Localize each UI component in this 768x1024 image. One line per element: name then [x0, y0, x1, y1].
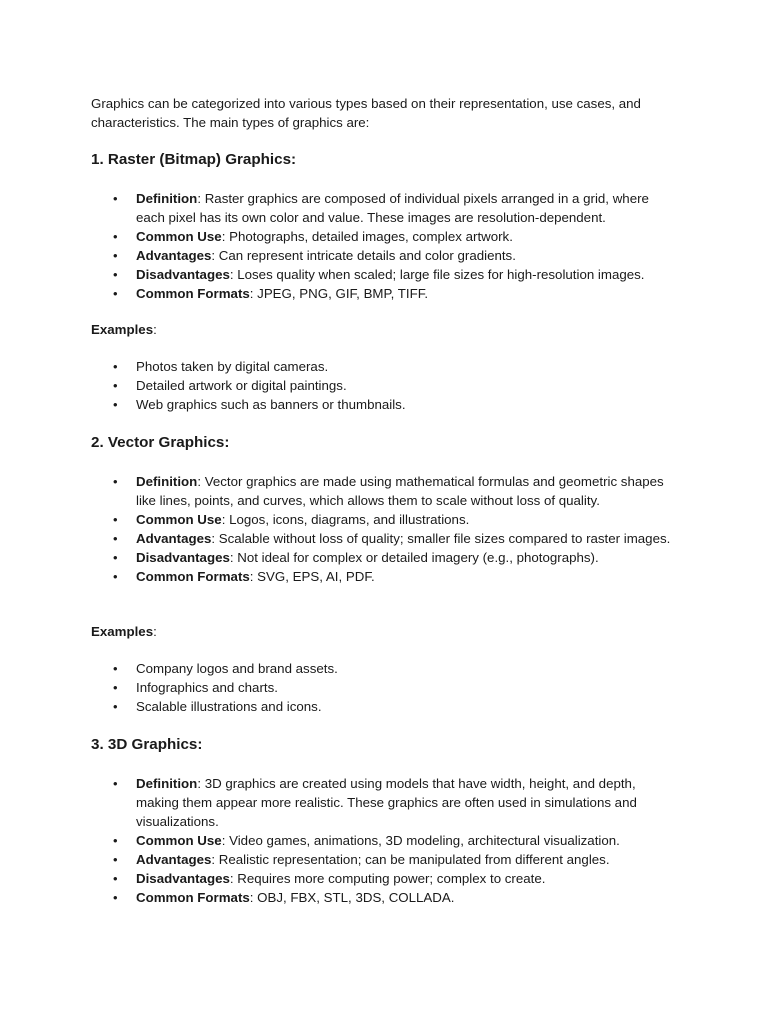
3d-properties-list [0, 774, 768, 907]
bullet-icon: • [113, 359, 118, 374]
bullet-icon: • [113, 531, 118, 546]
list-item [0, 472, 768, 510]
list-item [0, 678, 768, 697]
vector-properties-list [0, 472, 768, 586]
term-text: : Realistic representation; can be manipulated from different angles. [211, 852, 610, 867]
list-item [0, 510, 768, 529]
section-heading-3d: 3. 3D Graphics: [91, 736, 203, 753]
bullet-icon: • [113, 852, 118, 867]
list-item [0, 850, 768, 869]
list-item [0, 189, 768, 227]
term-label: Advantages [136, 248, 212, 263]
list-item [0, 376, 768, 395]
intro-paragraph: Graphics can be categorized into various types based on their representation, use cases, and characteristics. The main types of graphics are: [91, 96, 641, 130]
term-label: Disadvantages [136, 871, 230, 886]
bullet-icon: • [113, 512, 118, 527]
bullet-icon: • [113, 191, 118, 206]
example-text: Infographics and charts. [136, 680, 278, 695]
raster-examples-list [0, 357, 768, 414]
term-label: Disadvantages [136, 550, 230, 565]
bullet-icon: • [113, 286, 118, 301]
term-text: : Logos, icons, diagrams, and illustrations. [221, 512, 470, 527]
vector-examples-list [0, 659, 768, 716]
list-item [0, 357, 768, 376]
term-label: Common Formats [136, 286, 250, 301]
term-label: Definition [136, 776, 198, 791]
term-text: : Photographs, detailed images, complex artwork. [221, 229, 513, 244]
bullet-icon: • [113, 833, 118, 848]
list-item [0, 284, 768, 303]
term-text: : Raster graphics are composed of individual pixels arranged in a grid, where each pixel has its own color and value. These images are resolution-dependent. [136, 191, 649, 225]
examples-label-colon: : [153, 322, 157, 337]
list-item [0, 697, 768, 716]
term-label: Definition [136, 474, 198, 489]
term-text: : OBJ, FBX, STL, 3DS, COLLADA. [249, 890, 455, 905]
examples-label-colon: : [153, 624, 157, 639]
term-label: Disadvantages [136, 267, 230, 282]
bullet-icon: • [113, 569, 118, 584]
term-text: : Loses quality when scaled; large file sizes for high-resolution images. [229, 267, 645, 282]
list-item [0, 659, 768, 678]
example-text: Scalable illustrations and icons. [136, 699, 322, 714]
examples-label [91, 622, 157, 641]
examples-label-text: Examples [91, 624, 154, 639]
term-text: : Video games, animations, 3D modeling, architectural visualization. [221, 833, 620, 848]
term-text: : Scalable without loss of quality; smaller file sizes compared to raster images. [211, 531, 671, 546]
list-item [0, 227, 768, 246]
list-item [0, 831, 768, 850]
term-label: Common Formats [136, 890, 250, 905]
bullet-icon: • [113, 871, 118, 886]
term-text: : JPEG, PNG, GIF, BMP, TIFF. [249, 286, 429, 301]
term-label: Advantages [136, 852, 212, 867]
list-item [0, 529, 768, 548]
list-item [0, 774, 768, 831]
list-item [0, 888, 768, 907]
bullet-icon: • [113, 776, 118, 791]
example-text: Detailed artwork or digital paintings. [136, 378, 347, 393]
list-item [0, 567, 768, 586]
bullet-icon: • [113, 699, 118, 714]
bullet-icon: • [113, 890, 118, 905]
bullet-icon: • [113, 229, 118, 244]
term-text: : Vector graphics are made using mathematical formulas and geometric shapes like lines, points, and curves, which allows them to scale without loss of quality. [136, 474, 664, 508]
bullet-icon: • [113, 378, 118, 393]
bullet-icon: • [113, 661, 118, 676]
example-text: Company logos and brand assets. [136, 661, 338, 676]
list-item [0, 869, 768, 888]
term-text: : 3D graphics are created using models that have width, height, and depth, making them appear more realistic. These graphics are often used in simulations and visualizations. [136, 776, 637, 829]
section-heading-raster: 1. Raster (Bitmap) Graphics: [91, 151, 297, 168]
list-item [0, 246, 768, 265]
list-item [0, 395, 768, 414]
bullet-icon: • [113, 680, 118, 695]
list-item [0, 548, 768, 567]
bullet-icon: • [113, 397, 118, 412]
term-label: Common Formats [136, 569, 250, 584]
examples-label-text: Examples [91, 322, 154, 337]
term-label: Common Use [136, 512, 222, 527]
term-label: Common Use [136, 229, 222, 244]
term-text: : Requires more computing power; complex to create. [229, 871, 546, 886]
term-label: Common Use [136, 833, 222, 848]
term-text: : SVG, EPS, AI, PDF. [249, 569, 375, 584]
bullet-icon: • [113, 550, 118, 565]
bullet-icon: • [113, 267, 118, 282]
section-heading-vector: 2. Vector Graphics: [91, 434, 230, 451]
bullet-icon: • [113, 248, 118, 263]
raster-properties-list [0, 189, 768, 303]
list-item [0, 265, 768, 284]
examples-label [91, 320, 157, 339]
example-text: Photos taken by digital cameras. [136, 359, 329, 374]
term-text: : Not ideal for complex or detailed imagery (e.g., photographs). [229, 550, 599, 565]
term-label: Advantages [136, 531, 212, 546]
term-label: Definition [136, 191, 198, 206]
term-text: : Can represent intricate details and color gradients. [211, 248, 516, 263]
bullet-icon: • [113, 474, 118, 489]
example-text: Web graphics such as banners or thumbnails. [136, 397, 406, 412]
